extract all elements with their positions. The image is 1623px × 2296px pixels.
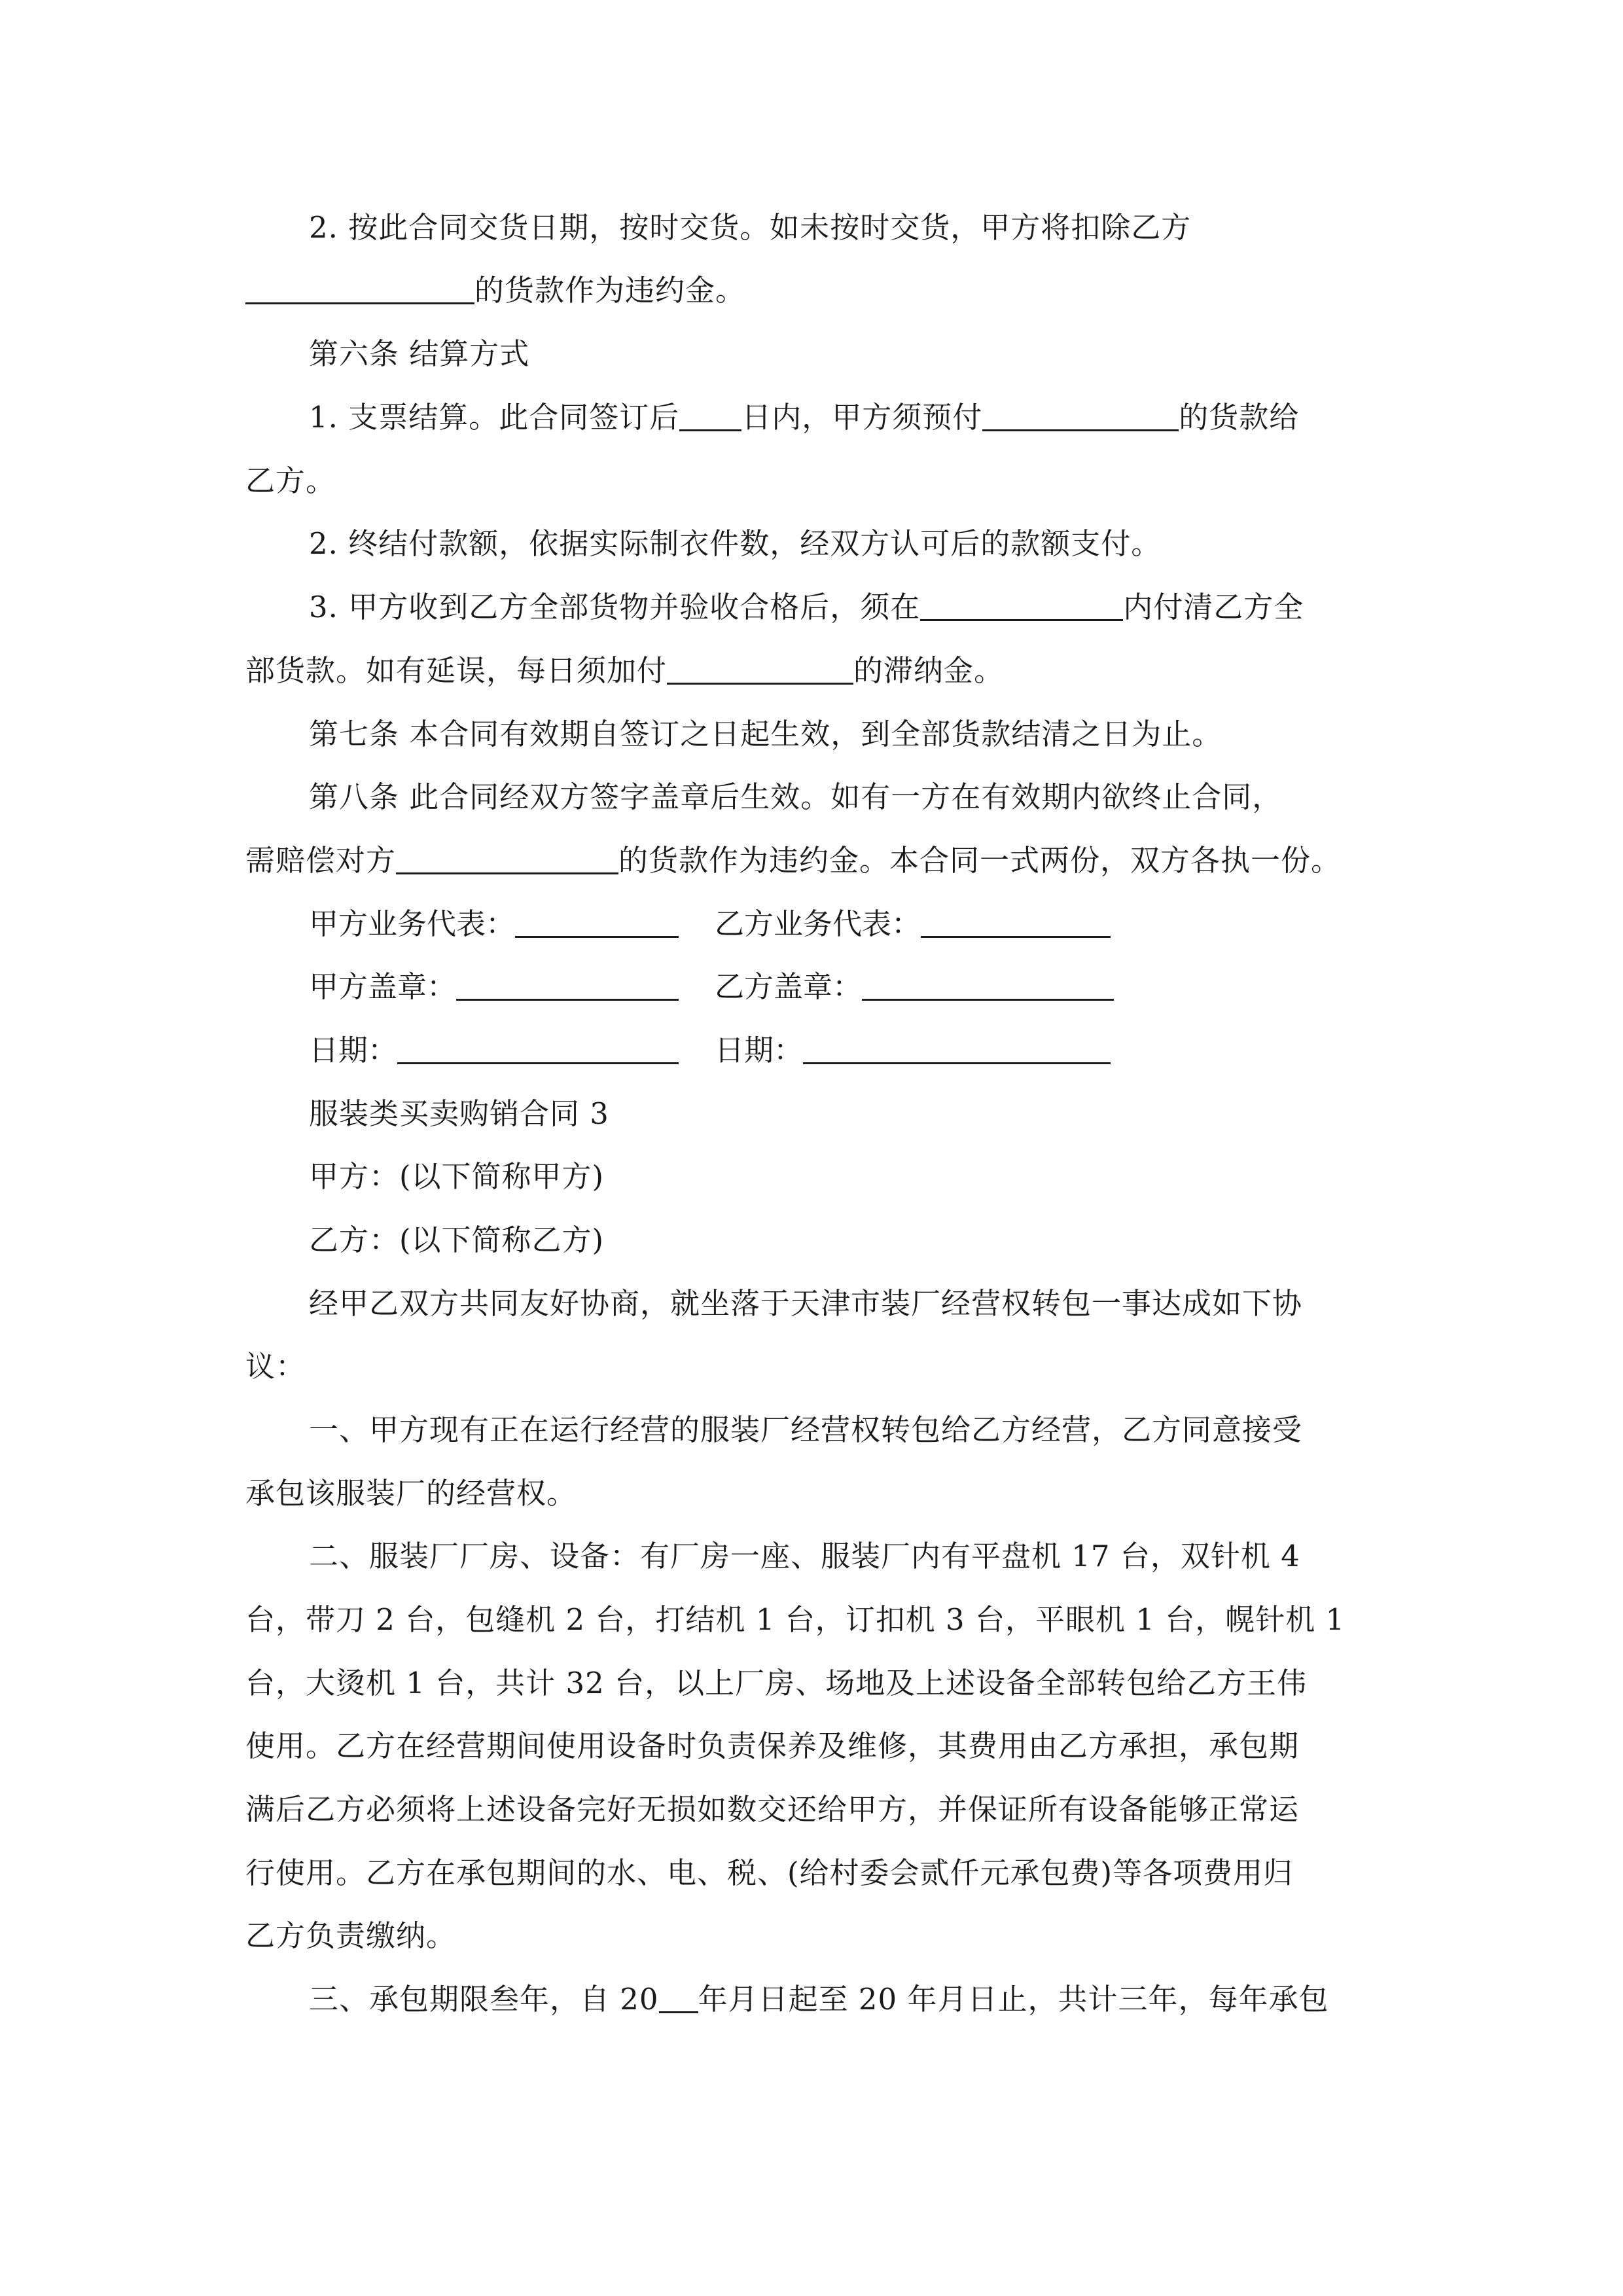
party-b-seal-field[interactable] (862, 966, 1114, 1001)
clause3-line1 (309, 1973, 1441, 2026)
article8-line1: 第八条 此合同经双方签字盖章后生效。如有一方在有效期内欲终止合同， (309, 780, 1283, 814)
section5-item2-text: 2. 按此合同交货日期，按时交货。如未按时交货，甲方将扣除乙方 (309, 210, 1192, 245)
article6-item3-text-d: 的滞纳金。 (853, 653, 1005, 688)
party-b-rep-row (715, 898, 1111, 950)
article6-item3-text-a: 3. 甲方收到乙方全部货物并验收合格后，须在 (309, 590, 921, 624)
party-a-seal-label: 甲方盖章： (309, 969, 457, 1004)
article6-item3-text-c: 部货款。如有延误，每日须加付 (245, 653, 668, 688)
section5-item2-text2: 的货款作为违约金。 (474, 273, 746, 308)
article6-item1-text-c: 的货款给 (1179, 400, 1300, 435)
article6-item1-line2: 乙方。 (245, 463, 336, 498)
article6-item3-line2 (245, 645, 1378, 697)
blank-late-fee[interactable] (667, 650, 853, 685)
article6-item3-text-b: 内付清乙方全 (1123, 590, 1304, 624)
article8-line2 (245, 834, 1378, 887)
party-a-rep-row (309, 898, 679, 950)
date-a-field[interactable] (397, 1030, 679, 1064)
article6-item3-line1 (309, 581, 1441, 634)
party-b-seal-label: 乙方盖章： (715, 969, 863, 1004)
article8-text-b: 需赔偿对方 (245, 843, 397, 878)
party-b-rep-field[interactable] (921, 903, 1111, 938)
clause2-line4: 使用。乙方在经营期间使用设备时负责保养及维修，其费用由乙方承担，承包期 (245, 1729, 1300, 1763)
article7: 第七条 本合同有效期自签订之日起生效，到全部货款结清之日为止。 (309, 717, 1222, 751)
party-b-seal-row (715, 961, 1114, 1013)
date-b-label: 日期： (715, 1033, 804, 1067)
clause2-line1: 二、服装厂厂房、设备：有厂房一座、服装厂内有平盘机 17 台，双针机 4 (309, 1539, 1300, 1573)
clause2-line5: 满后乙方必须将上述设备完好无损如数交还给甲方，并保证所有设备能够正常运 (245, 1792, 1300, 1827)
party-b-line: 乙方：(以下简称乙方) (309, 1223, 605, 1257)
section5-item2-line1 (309, 202, 1441, 254)
clause2-line6: 行使用。乙方在承包期间的水、电、税、(给村委会贰仟元承包费)等各项费用归 (245, 1856, 1294, 1890)
blank-payment-period[interactable] (920, 586, 1123, 621)
article8-text-c: 的货款作为违约金。本合同一式两份，双方各执一份。 (618, 843, 1342, 878)
blank-termination-penalty[interactable] (396, 840, 618, 874)
clause3-text-a: 三、承包期限叁年，自 20 (309, 1982, 659, 2017)
blank-days[interactable] (679, 397, 741, 431)
article6-item1-text-a: 1. 支票结算。此合同签订后 (309, 400, 680, 435)
party-a-line: 甲方：(以下简称甲方) (309, 1159, 605, 1194)
clause1-line1: 一、甲方现有正在运行经营的服装厂经营权转包给乙方经营，乙方同意接受 (309, 1412, 1303, 1447)
blank-prepay-amount[interactable] (982, 397, 1179, 431)
date-a-row (309, 1024, 679, 1077)
article6-item1-text-b: 日内，甲方须预付 (741, 400, 983, 435)
clause2-line7: 乙方负责缴纳。 (245, 1918, 457, 1953)
contract3-title: 服装类买卖购销合同 3 (309, 1096, 609, 1131)
clause1-line2: 承包该服装厂的经营权。 (245, 1476, 577, 1511)
date-b-row (715, 1024, 1111, 1077)
party-b-rep-label: 乙方业务代表： (715, 906, 921, 941)
article6-item2: 2. 终结付款额，依据实际制衣件数，经双方认可后的款额支付。 (309, 526, 1162, 561)
article6-item1-line1 (309, 391, 1441, 444)
party-a-rep-field[interactable] (515, 903, 679, 938)
party-a-seal-row (309, 961, 679, 1013)
blank-penalty-percent[interactable] (245, 270, 474, 304)
section5-item2-line2 (245, 264, 1378, 317)
party-a-rep-label: 甲方业务代表： (309, 906, 516, 941)
intro-line1: 经甲乙双方共同友好协商，就坐落于天津市装厂经营权转包一事达成如下协 (309, 1286, 1303, 1321)
blank-year[interactable] (659, 1979, 698, 2013)
clause2-line2: 台，带刀 2 台，包缝机 2 台，打结机 1 台，订扣机 3 台，平眼机 1 台，幌针机 1 (245, 1602, 1346, 1637)
intro-line2: 议： (245, 1349, 306, 1384)
article6-title: 第六条 结算方式 (309, 336, 530, 371)
date-b-field[interactable] (803, 1030, 1111, 1064)
clause2-line3: 台，大烫机 1 台，共计 32 台，以上厂房、场地及上述设备全部转包给乙方王伟 (245, 1666, 1308, 1700)
party-a-seal-field[interactable] (456, 966, 679, 1001)
clause3-text-b: 年月日起至 20 年月日止，共计三年，每年承包 (698, 1982, 1329, 2017)
date-a-label: 日期： (309, 1033, 398, 1067)
